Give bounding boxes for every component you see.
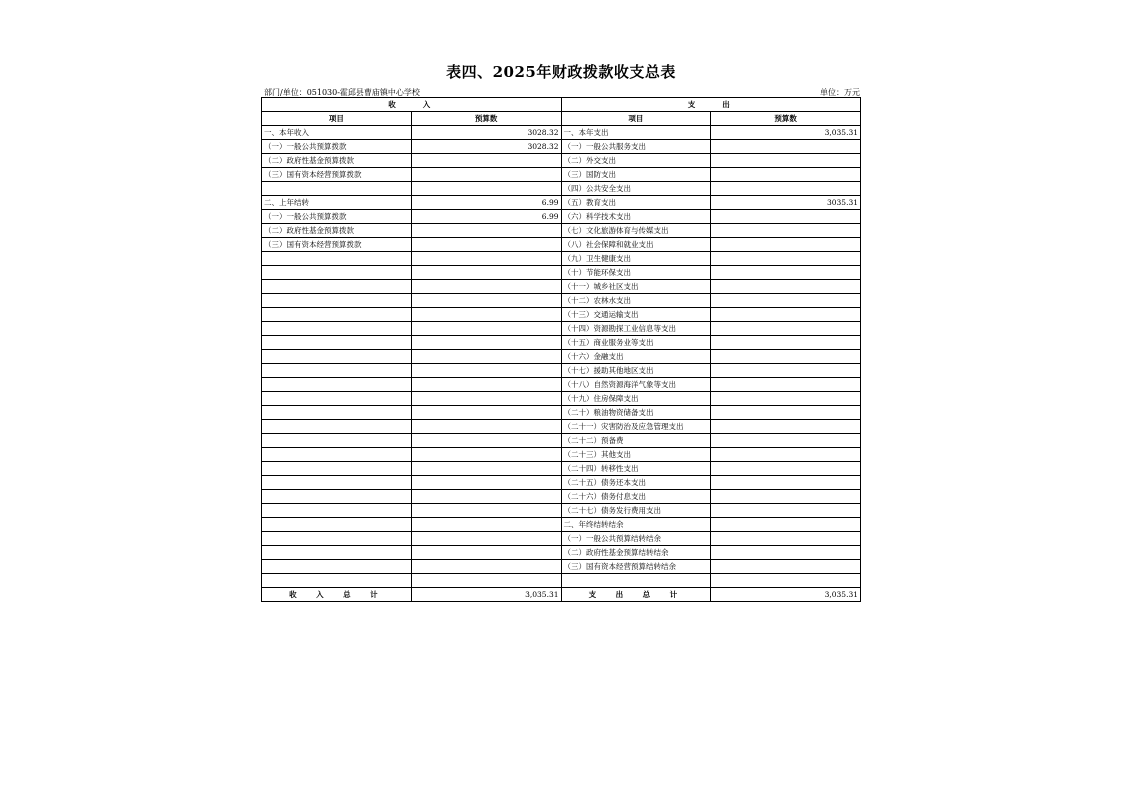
income-budget-cell [411, 182, 561, 196]
income-budget-cell: 3028.32 [411, 140, 561, 154]
table-row [262, 420, 861, 434]
table-row [262, 490, 861, 504]
table-row [262, 434, 861, 448]
table-row [262, 168, 861, 182]
expense-budget-cell [711, 224, 861, 238]
table-row [262, 322, 861, 336]
table-row [262, 224, 861, 238]
income-budget-cell [411, 476, 561, 490]
expense-budget-cell: 3,035.31 [711, 126, 861, 140]
expense-budget-cell [711, 378, 861, 392]
income-item-cell: （二）政府性基金预算拨款 [262, 154, 412, 168]
income-item-cell [262, 518, 412, 532]
table-row [262, 154, 861, 168]
income-item-cell [262, 448, 412, 462]
expense-budget-cell [711, 490, 861, 504]
expense-budget-cell: 3035.31 [711, 196, 861, 210]
income-item-cell: 二、上年结转 [262, 196, 412, 210]
expense-item-cell: （六）科学技术支出 [561, 210, 711, 224]
table-row [262, 560, 861, 574]
column-header-row [262, 112, 861, 126]
expense-budget-header: 预算数 [711, 112, 861, 126]
income-item-cell: （一）一般公共预算拨款 [262, 210, 412, 224]
table-row [262, 336, 861, 350]
income-budget-cell [411, 434, 561, 448]
income-item-cell [262, 574, 412, 588]
expense-item-cell: （二十）粮油物资储备支出 [561, 406, 711, 420]
table-row [262, 448, 861, 462]
expense-budget-cell [711, 504, 861, 518]
income-budget-cell [411, 532, 561, 546]
expense-budget-cell [711, 168, 861, 182]
table-row [262, 252, 861, 266]
table-row [262, 294, 861, 308]
expense-budget-cell [711, 210, 861, 224]
budget-table [261, 97, 861, 602]
table-row [262, 518, 861, 532]
income-item-cell [262, 294, 412, 308]
income-budget-cell [411, 490, 561, 504]
income-item-cell [262, 336, 412, 350]
income-budget-cell [411, 546, 561, 560]
income-budget-cell [411, 322, 561, 336]
income-budget-cell [411, 462, 561, 476]
income-budget-cell [411, 518, 561, 532]
income-budget-cell [411, 406, 561, 420]
income-budget-header: 预算数 [411, 112, 561, 126]
expense-budget-cell [711, 364, 861, 378]
income-item-cell [262, 364, 412, 378]
table-row [262, 210, 861, 224]
expense-item-cell: （二）外交支出 [561, 154, 711, 168]
expense-budget-cell [711, 280, 861, 294]
table-row [262, 392, 861, 406]
expense-item-cell: （十三）交通运输支出 [561, 308, 711, 322]
expense-item-cell: （十四）资源勘探工业信息等支出 [561, 322, 711, 336]
income-item-cell [262, 350, 412, 364]
income-budget-cell [411, 574, 561, 588]
expense-budget-cell [711, 448, 861, 462]
income-budget-cell [411, 378, 561, 392]
expense-budget-cell [711, 294, 861, 308]
income-item-cell: 一、本年收入 [262, 126, 412, 140]
expense-budget-cell [711, 406, 861, 420]
budget-table-body [262, 98, 861, 602]
expense-item-cell: （十七）援助其他地区支出 [561, 364, 711, 378]
expense-budget-cell [711, 574, 861, 588]
income-item-cell [262, 378, 412, 392]
expense-section-header: 支 出 [561, 98, 861, 112]
income-budget-cell [411, 364, 561, 378]
income-budget-cell [411, 336, 561, 350]
expense-budget-cell [711, 252, 861, 266]
income-item-cell [262, 252, 412, 266]
table-row [262, 504, 861, 518]
income-item-cell [262, 546, 412, 560]
income-item-cell [262, 476, 412, 490]
income-item-cell [262, 406, 412, 420]
expense-item-cell [561, 574, 711, 588]
expense-item-cell: （二十三）其他支出 [561, 448, 711, 462]
income-budget-cell [411, 280, 561, 294]
expense-item-cell: （十九）住房保障支出 [561, 392, 711, 406]
expense-item-cell: （一）一般公共预算结转结余 [561, 532, 711, 546]
expense-item-cell: （三）国防支出 [561, 168, 711, 182]
expense-item-cell: （二十一）灾害防治及应急管理支出 [561, 420, 711, 434]
expense-budget-cell [711, 154, 861, 168]
income-budget-cell [411, 392, 561, 406]
income-item-header: 项目 [262, 112, 412, 126]
income-item-cell: （二）政府性基金预算拨款 [262, 224, 412, 238]
income-item-cell [262, 308, 412, 322]
expense-item-cell: （十六）金融支出 [561, 350, 711, 364]
table-row [262, 196, 861, 210]
expense-item-cell: （十一）城乡社区支出 [561, 280, 711, 294]
income-budget-cell: 6.99 [411, 210, 561, 224]
table-row [262, 406, 861, 420]
income-item-cell [262, 462, 412, 476]
expense-budget-cell [711, 140, 861, 154]
expense-item-cell: （三）国有资本经营预算结转结余 [561, 560, 711, 574]
unit-label: 单位：万元 [820, 88, 860, 97]
table-row [262, 364, 861, 378]
income-budget-cell [411, 350, 561, 364]
expense-item-cell: （二十七）债务发行费用支出 [561, 504, 711, 518]
expense-budget-cell [711, 392, 861, 406]
table-row [262, 308, 861, 322]
table-row [262, 574, 861, 588]
department-label: 部门/单位：051030-霍邱县曹庙镇中心学校 [264, 88, 420, 97]
expense-item-cell: （十二）农林水支出 [561, 294, 711, 308]
expense-budget-cell [711, 336, 861, 350]
table-row [262, 532, 861, 546]
income-item-cell [262, 490, 412, 504]
table-row [262, 546, 861, 560]
expense-item-cell: （二十四）转移性支出 [561, 462, 711, 476]
expense-budget-cell [711, 434, 861, 448]
income-item-cell [262, 322, 412, 336]
income-item-cell [262, 420, 412, 434]
income-budget-cell [411, 504, 561, 518]
income-budget-cell [411, 168, 561, 182]
expense-item-cell: （二）政府性基金预算结转结余 [561, 546, 711, 560]
income-item-cell [262, 560, 412, 574]
income-item-cell: （一）一般公共预算拨款 [262, 140, 412, 154]
income-total-value: 3,035.31 [411, 587, 561, 601]
expense-budget-cell [711, 546, 861, 560]
income-item-cell: （三）国有资本经营预算拨款 [262, 168, 412, 182]
income-item-cell [262, 266, 412, 280]
expense-budget-cell [711, 308, 861, 322]
income-item-cell [262, 280, 412, 294]
expense-item-cell: （二十五）债务还本支出 [561, 476, 711, 490]
page-title: 表四、2025年财政拨款收支总表 [446, 63, 676, 81]
expense-item-cell: （七）文化旅游体育与传媒支出 [561, 224, 711, 238]
income-section-header: 收 入 [262, 98, 562, 112]
income-budget-cell [411, 154, 561, 168]
expense-budget-cell [711, 238, 861, 252]
expense-item-cell: （十八）自然资源海洋气象等支出 [561, 378, 711, 392]
income-total-label: 收 入 总 计 [262, 587, 412, 601]
income-budget-cell [411, 560, 561, 574]
table-row [262, 462, 861, 476]
expense-item-header: 项目 [561, 112, 711, 126]
table-row [262, 126, 861, 140]
expense-budget-cell [711, 476, 861, 490]
expense-item-cell: （二十二）预备费 [561, 434, 711, 448]
table-row [262, 140, 861, 154]
table-row [262, 266, 861, 280]
expense-item-cell: （一）一般公共服务支出 [561, 140, 711, 154]
expense-total-value: 3,035.31 [711, 587, 861, 601]
income-budget-cell: 6.99 [411, 196, 561, 210]
income-item-cell [262, 182, 412, 196]
totals-row [262, 587, 861, 601]
expense-budget-cell [711, 266, 861, 280]
income-budget-cell [411, 448, 561, 462]
expense-item-cell: （九）卫生健康支出 [561, 252, 711, 266]
expense-budget-cell [711, 462, 861, 476]
income-budget-cell [411, 252, 561, 266]
expense-budget-cell [711, 322, 861, 336]
table-row [262, 350, 861, 364]
income-budget-cell [411, 266, 561, 280]
section-header-row [262, 98, 861, 112]
expense-total-label: 支 出 总 计 [561, 587, 711, 601]
income-item-cell [262, 532, 412, 546]
income-item-cell [262, 434, 412, 448]
expense-budget-cell [711, 518, 861, 532]
expense-budget-cell [711, 532, 861, 546]
income-item-cell: （三）国有资本经营预算拨款 [262, 238, 412, 252]
expense-item-cell: （四）公共安全支出 [561, 182, 711, 196]
expense-item-cell: （八）社会保障和就业支出 [561, 238, 711, 252]
expense-item-cell: （五）教育支出 [561, 196, 711, 210]
expense-item-cell: （十五）商业服务业等支出 [561, 336, 711, 350]
income-item-cell [262, 392, 412, 406]
expense-item-cell: 二、年终结转结余 [561, 518, 711, 532]
income-item-cell [262, 504, 412, 518]
table-row [262, 182, 861, 196]
income-budget-cell [411, 294, 561, 308]
table-row [262, 280, 861, 294]
expense-budget-cell [711, 182, 861, 196]
income-budget-cell [411, 308, 561, 322]
income-budget-cell [411, 224, 561, 238]
expense-budget-cell [711, 350, 861, 364]
income-budget-cell: 3028.32 [411, 126, 561, 140]
expense-item-cell: （二十六）债务付息支出 [561, 490, 711, 504]
income-budget-cell [411, 420, 561, 434]
table-row [262, 238, 861, 252]
income-budget-cell [411, 238, 561, 252]
expense-item-cell: 一、本年支出 [561, 126, 711, 140]
expense-budget-cell [711, 420, 861, 434]
table-row [262, 378, 861, 392]
expense-item-cell: （十）节能环保支出 [561, 266, 711, 280]
expense-budget-cell [711, 560, 861, 574]
table-row [262, 476, 861, 490]
